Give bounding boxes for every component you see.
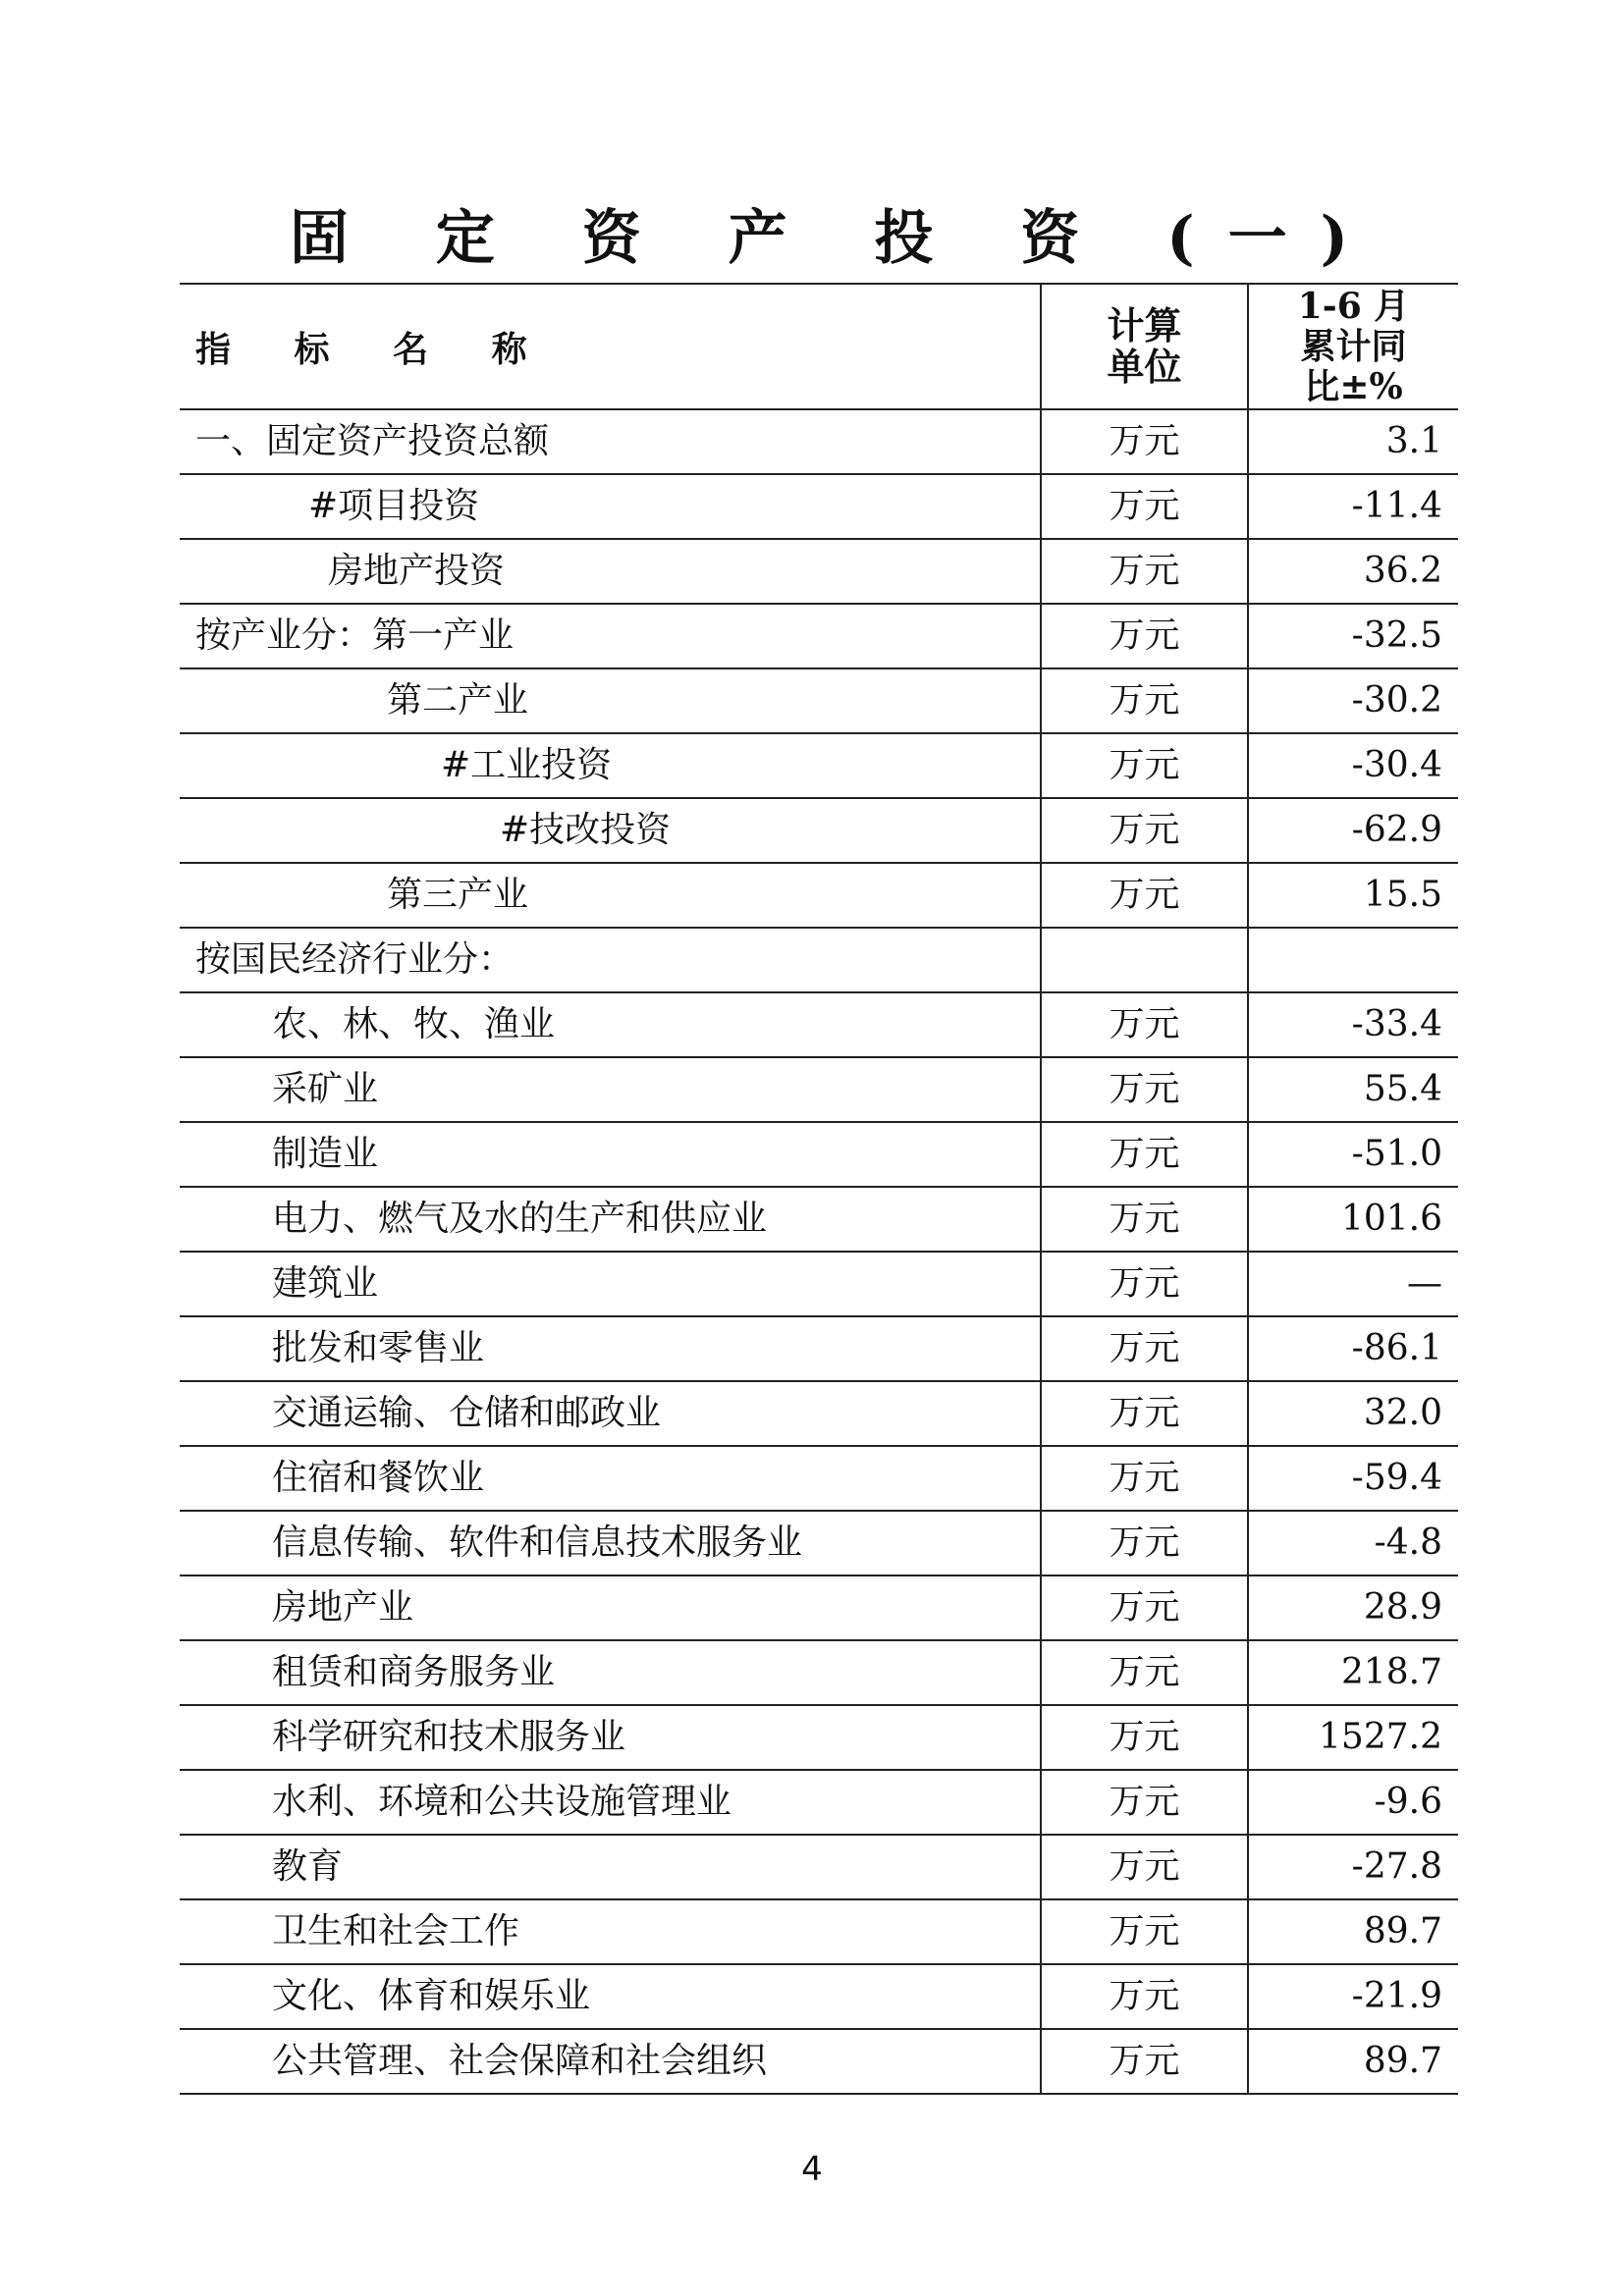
- row-unit: 万元: [1041, 1705, 1248, 1770]
- page-number: 4: [801, 2150, 823, 2189]
- table-row: [180, 1252, 1458, 1316]
- table-row: [180, 539, 1458, 604]
- row-value: -51.0: [1248, 1122, 1458, 1187]
- row-unit: 万元: [1041, 863, 1248, 928]
- table-row: [180, 1705, 1458, 1770]
- row-unit: [1041, 928, 1248, 992]
- row-indicator-name: 房地产业: [180, 1575, 1041, 1640]
- table-row: [180, 1835, 1458, 1899]
- table-row: [180, 668, 1458, 733]
- row-value: -62.9: [1248, 798, 1458, 863]
- row-value: 89.7: [1248, 2029, 1458, 2094]
- row-indicator-name: 房地产投资: [180, 539, 1041, 604]
- row-indicator-name: 科学研究和技术服务业: [180, 1705, 1041, 1770]
- row-value: 15.5: [1248, 863, 1458, 928]
- row-indicator-name: 按国民经济行业分：: [180, 928, 1041, 992]
- row-indicator-name: 交通运输、仓储和邮政业: [180, 1381, 1041, 1446]
- row-unit: 万元: [1041, 1316, 1248, 1381]
- header-unit-line2: 单位: [1107, 345, 1182, 389]
- table-row: [180, 733, 1458, 798]
- row-unit: 万元: [1041, 1575, 1248, 1640]
- table-row: [180, 1899, 1458, 1964]
- row-value: -32.5: [1248, 604, 1458, 668]
- row-indicator-name: 卫生和社会工作: [180, 1899, 1041, 1964]
- row-value: 218.7: [1248, 1640, 1458, 1705]
- row-value: -59.4: [1248, 1446, 1458, 1511]
- row-unit: 万元: [1041, 733, 1248, 798]
- row-unit: 万元: [1041, 1770, 1248, 1835]
- row-indicator-name: #技改投资: [180, 798, 1041, 863]
- header-value-line1: 1-6 月: [1297, 285, 1410, 327]
- header-indicator-name: 指 标 名 称: [180, 284, 1041, 409]
- row-value: 28.9: [1248, 1575, 1458, 1640]
- table-row: [180, 1575, 1458, 1640]
- row-value: -30.4: [1248, 733, 1458, 798]
- row-value: 101.6: [1248, 1187, 1458, 1252]
- row-unit: 万元: [1041, 1964, 1248, 2029]
- row-value: 32.0: [1248, 1381, 1458, 1446]
- row-indicator-name: #项目投资: [180, 474, 1041, 539]
- table-row: [180, 798, 1458, 863]
- row-indicator-name: 租赁和商务服务业: [180, 1640, 1041, 1705]
- table-row: [180, 1964, 1458, 2029]
- table-row: [180, 863, 1458, 928]
- row-value: 55.4: [1248, 1057, 1458, 1122]
- investment-table: [180, 283, 1458, 2095]
- row-unit: 万元: [1041, 1252, 1248, 1316]
- row-unit: 万元: [1041, 1187, 1248, 1252]
- row-value: 1527.2: [1248, 1705, 1458, 1770]
- table-row: [180, 1381, 1458, 1446]
- row-value: -9.6: [1248, 1770, 1458, 1835]
- header-unit: [1041, 284, 1248, 409]
- row-unit: 万元: [1041, 1640, 1248, 1705]
- header-value: [1248, 284, 1458, 409]
- table-row: [180, 1187, 1458, 1252]
- row-value: -27.8: [1248, 1835, 1458, 1899]
- row-indicator-name: 建筑业: [180, 1252, 1041, 1316]
- row-unit: 万元: [1041, 992, 1248, 1057]
- table-row: [180, 1316, 1458, 1381]
- table-row: [180, 409, 1458, 474]
- row-unit: 万元: [1041, 1122, 1248, 1187]
- row-unit: 万元: [1041, 668, 1248, 733]
- table-row: [180, 992, 1458, 1057]
- row-indicator-name: 第二产业: [180, 668, 1041, 733]
- row-unit: 万元: [1041, 409, 1248, 474]
- row-unit: 万元: [1041, 1835, 1248, 1899]
- row-value: -21.9: [1248, 1964, 1458, 2029]
- row-indicator-name: 电力、燃气及水的生产和供应业: [180, 1187, 1041, 1252]
- row-indicator-name: #工业投资: [180, 733, 1041, 798]
- row-unit: 万元: [1041, 1511, 1248, 1575]
- table-row: [180, 1770, 1458, 1835]
- row-indicator-name: 文化、体育和娱乐业: [180, 1964, 1041, 2029]
- table-row: [180, 928, 1458, 992]
- table-row: [180, 1122, 1458, 1187]
- row-unit: 万元: [1041, 474, 1248, 539]
- table-row: [180, 1511, 1458, 1575]
- row-indicator-name: 住宿和餐饮业: [180, 1446, 1041, 1511]
- row-indicator-name: 水利、环境和公共设施管理业: [180, 1770, 1041, 1835]
- row-indicator-name: 农、林、牧、渔业: [180, 992, 1041, 1057]
- row-value: -11.4: [1248, 474, 1458, 539]
- row-indicator-name: 按产业分：第一产业: [180, 604, 1041, 668]
- table-row: [180, 2029, 1458, 2094]
- row-indicator-name: 采矿业: [180, 1057, 1041, 1122]
- row-unit: 万元: [1041, 798, 1248, 863]
- table-row: [180, 604, 1458, 668]
- row-indicator-name: 制造业: [180, 1122, 1041, 1187]
- row-value: -30.2: [1248, 668, 1458, 733]
- row-value: -86.1: [1248, 1316, 1458, 1381]
- table-row: [180, 474, 1458, 539]
- table-row: [180, 1446, 1458, 1511]
- row-indicator-name: 信息传输、软件和信息技术服务业: [180, 1511, 1041, 1575]
- row-indicator-name: 教育: [180, 1835, 1041, 1899]
- row-unit: 万元: [1041, 2029, 1248, 2094]
- row-indicator-name: 第三产业: [180, 863, 1041, 928]
- row-unit: 万元: [1041, 539, 1248, 604]
- row-unit: 万元: [1041, 1057, 1248, 1122]
- header-value-line3: 比±%: [1304, 365, 1403, 407]
- row-value: 36.2: [1248, 539, 1458, 604]
- row-unit: 万元: [1041, 1446, 1248, 1511]
- row-value: -33.4: [1248, 992, 1458, 1057]
- row-value: -4.8: [1248, 1511, 1458, 1575]
- row-unit: 万元: [1041, 604, 1248, 668]
- table-body: [180, 409, 1458, 2094]
- table-row: [180, 1640, 1458, 1705]
- header-value-line2: 累计同: [1300, 325, 1407, 367]
- table-row: [180, 1057, 1458, 1122]
- row-value: 3.1: [1248, 409, 1458, 474]
- header-unit-line1: 计算: [1107, 303, 1182, 347]
- page-title: 固 定 资 产 投 资 (一): [289, 204, 1382, 273]
- row-unit: 万元: [1041, 1899, 1248, 1964]
- row-value: —: [1248, 1252, 1458, 1316]
- row-unit: 万元: [1041, 1381, 1248, 1446]
- row-indicator-name: 一、固定资产投资总额: [180, 409, 1041, 474]
- table-header-row: [180, 284, 1458, 409]
- row-indicator-name: 批发和零售业: [180, 1316, 1041, 1381]
- row-indicator-name: 公共管理、社会保障和社会组织: [180, 2029, 1041, 2094]
- row-value: [1248, 928, 1458, 992]
- row-value: 89.7: [1248, 1899, 1458, 1964]
